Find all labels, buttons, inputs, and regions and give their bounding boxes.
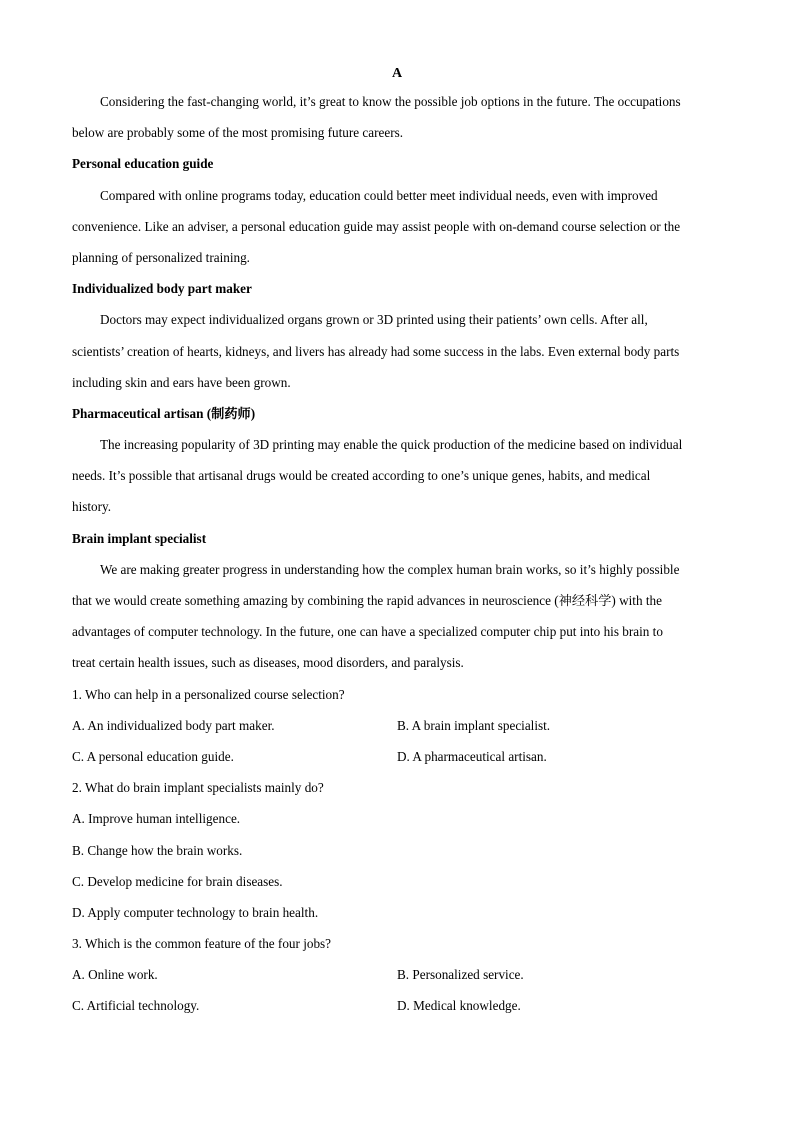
question-stem: 2. What do brain implant specialists mainly do? — [72, 780, 324, 796]
question-3 — [72, 928, 722, 1022]
section-heading: Personal education guide — [72, 156, 214, 172]
paragraph-line: planning of personalized training. — [72, 249, 250, 265]
document-page — [72, 62, 722, 1022]
paragraph-line: Doctors may expect individualized organs grown or 3D printed using their patients’ own cells. After all, — [100, 312, 648, 328]
option-c: C. A personal education guide. — [72, 748, 234, 764]
intro-line: below are probably some of the most promising future careers. — [72, 125, 404, 141]
option-row — [72, 959, 722, 990]
option-a: A. Online work. — [72, 967, 158, 983]
option-c: C. Develop medicine for brain diseases. — [72, 873, 283, 889]
option-d: D. Apply computer technology to brain health. — [72, 904, 319, 920]
question-stem: 1. Who can help in a personalized course selection? — [72, 686, 345, 702]
paragraph-line: convenience. Like an adviser, a personal education guide may assist people with on-demand course selection or the — [72, 218, 681, 234]
option-c: C. Artificial technology. — [72, 998, 200, 1014]
paragraph-line: advantages of computer technology. In the future, one can have a specialized computer chip put into his brain to — [72, 624, 663, 640]
paragraph-line: Compared with online programs today, education could better meet individual needs, even with improved — [100, 187, 658, 203]
section-personal-education-guide — [72, 148, 722, 273]
paragraph-line: including skin and ears have been grown. — [72, 374, 291, 390]
section-pharmaceutical-artisan — [72, 398, 722, 523]
section-heading: Brain implant specialist — [72, 530, 207, 546]
paragraph-line: that we would create something amazing by combining the rapid advances in neuroscience (神经科学) with the — [72, 593, 662, 608]
paragraph-line: scientists’ creation of hearts, kidneys, and livers has already had some success in the labs. Even external body parts — [72, 343, 680, 359]
paragraph-line: history. — [72, 499, 112, 515]
option-row — [72, 741, 722, 772]
paragraph-line: The increasing popularity of 3D printing may enable the quick production of the medicine based on individual — [100, 437, 683, 453]
option-a: A. An individualized body part maker. — [72, 717, 275, 733]
option-b: B. Change how the brain works. — [72, 842, 243, 858]
option-row — [72, 710, 722, 741]
question-stem: 3. Which is the common feature of the four jobs? — [72, 936, 332, 952]
paragraph-line: treat certain health issues, such as diseases, mood disorders, and paralysis. — [72, 655, 464, 671]
option-d: D. A pharmaceutical artisan. — [397, 748, 547, 764]
option-b: B. Personalized service. — [397, 967, 524, 983]
paragraph-line: needs. It’s possible that artisanal drugs would be created according to one’s unique genes, habits, and medical — [72, 468, 651, 484]
question-1 — [72, 679, 722, 773]
section-heading: Pharmaceutical artisan (制药师) — [72, 405, 256, 421]
intro-line: Considering the fast-changing world, it’s great to know the possible job options in the future. The occupations — [100, 94, 681, 109]
section-brain-implant-specialist — [72, 523, 722, 679]
section-body-part-maker — [72, 273, 722, 398]
question-2 — [72, 772, 722, 928]
option-b: B. A brain implant specialist. — [397, 717, 551, 733]
section-heading: Individualized body part maker — [72, 281, 252, 297]
intro-paragraph — [72, 86, 722, 148]
passage-title: A — [391, 66, 403, 81]
paragraph-line: We are making greater progress in understanding how the complex human brain works, so it’s highly possible — [100, 561, 680, 577]
option-row — [72, 990, 722, 1021]
option-d: D. Medical knowledge. — [397, 998, 521, 1014]
option-a: A. Improve human intelligence. — [72, 811, 241, 827]
